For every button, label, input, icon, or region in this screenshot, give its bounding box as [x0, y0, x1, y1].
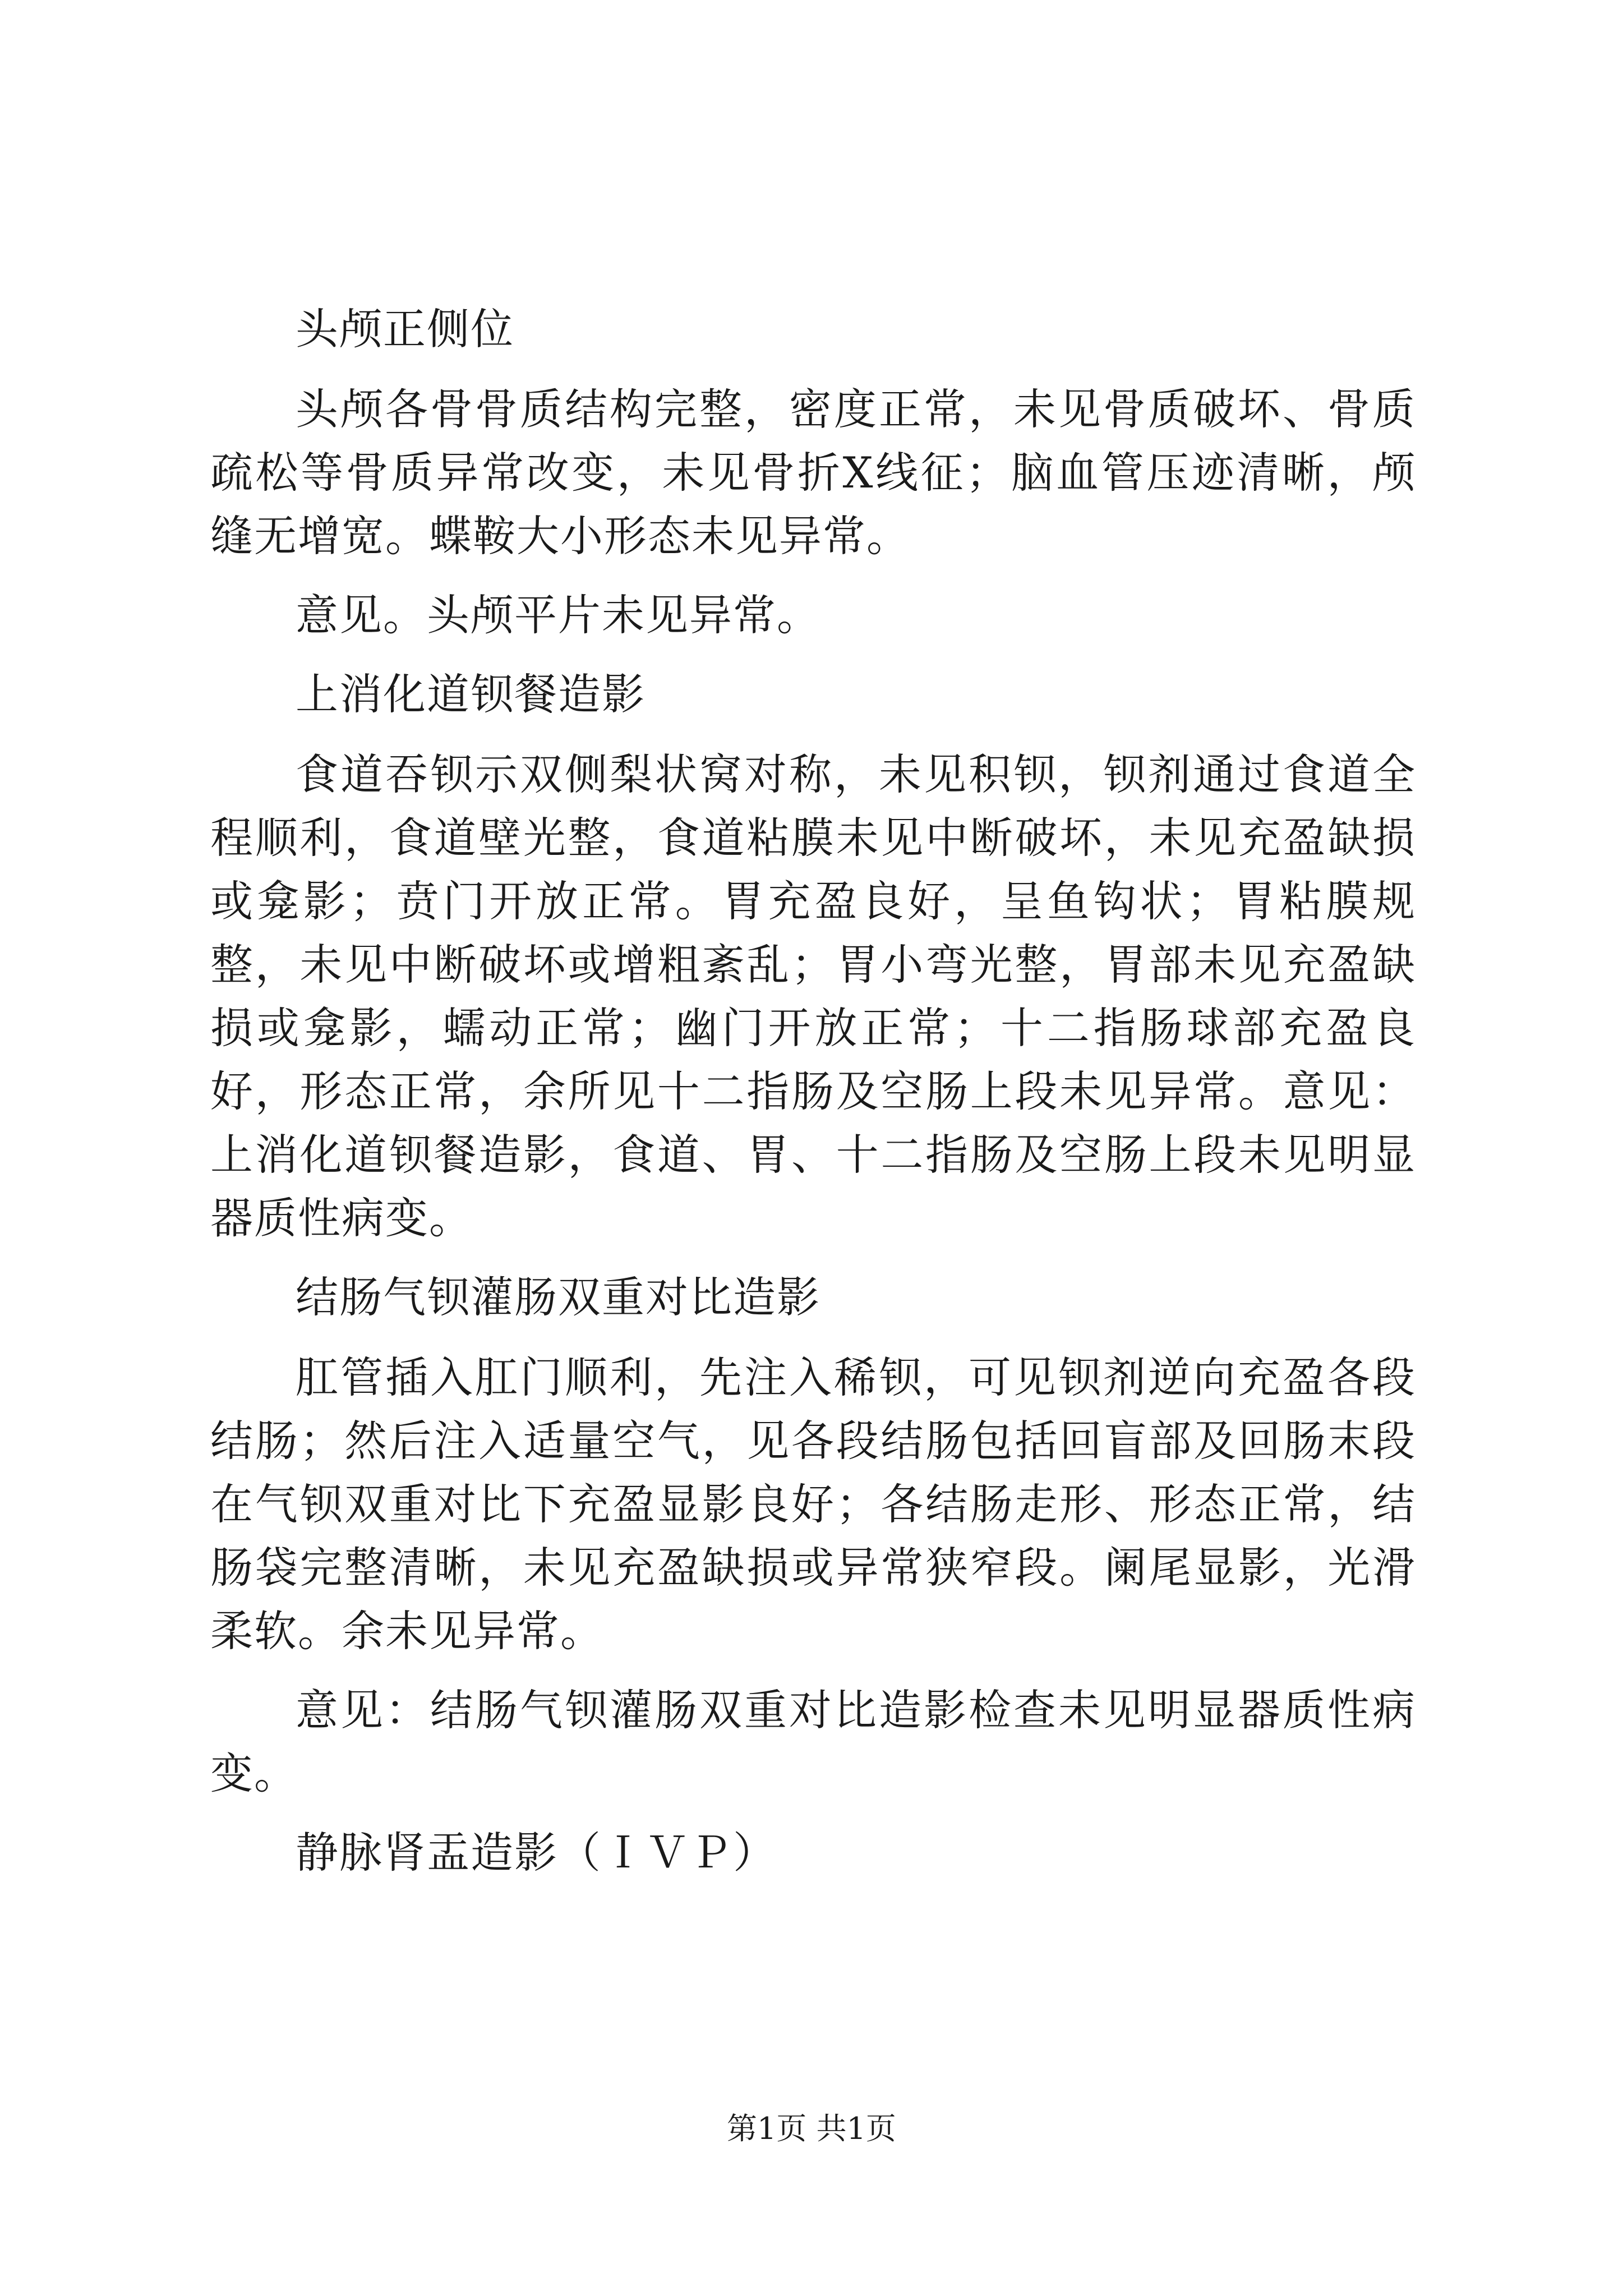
paragraph-upper-gi-findings: 食道吞钡示双侧梨状窝对称，未见积钡，钡剂通过食道全程顺利，食道壁光整，食道粘膜未见中断破坏，未见充盈缺损或龛影；贲门开放正常。胃充盈良好，呈鱼钩状；胃粘膜规整，未见中断破坏或增粗紊乱；胃小弯光整，胃部未见充盈缺损或龛影，蠕动正常；幽门开放正常；十二指肠球部充盈良好，形态正常，余所见十二指肠及空肠上段未见异常。意见：上消化道钡餐造影，食道、胃、十二指肠及空肠上段未见明显器质性病变。 [210, 749, 1416, 1243]
paragraph-skull-opinion: 意见。头颅平片未见异常。 [296, 590, 820, 640]
section-heading-ivp: 静脉肾盂造影（ＩＶＰ） [296, 1828, 777, 1878]
section-heading-colon-enema: 结肠气钡灌肠双重对比造影 [296, 1272, 820, 1322]
paragraph-skull-findings: 头颅各骨骨质结构完整，密度正常，未见骨质破坏、骨质疏松等骨质异常改变，未见骨折X线征；脑血管压迹清晰，颅缝无增宽。蝶鞍大小形态未见异常。 [210, 384, 1416, 561]
paragraph-colon-opinion: 意见：结肠气钡灌肠双重对比造影检查未见明显器质性病变。 [210, 1685, 1416, 1798]
document-body [210, 297, 1416, 1901]
paragraph-colon-findings: 肛管插入肛门顺利，先注入稀钡，可见钡剂逆向充盈各段结肠；然后注入适量空气，见各段结肠包括回盲部及回肠末段在气钡双重对比下充盈显影良好；各结肠走形、形态正常，结肠袋完整清晰，未见充盈缺损或异常狭窄段。阑尾显影，光滑柔软。余未见异常。 [210, 1352, 1416, 1656]
section-heading-skull-xray: 头颅正侧位 [296, 304, 514, 354]
page-number-footer: 第1页 共1页 [727, 2111, 896, 2146]
section-heading-upper-gi: 上消化道钡餐造影 [296, 669, 645, 719]
